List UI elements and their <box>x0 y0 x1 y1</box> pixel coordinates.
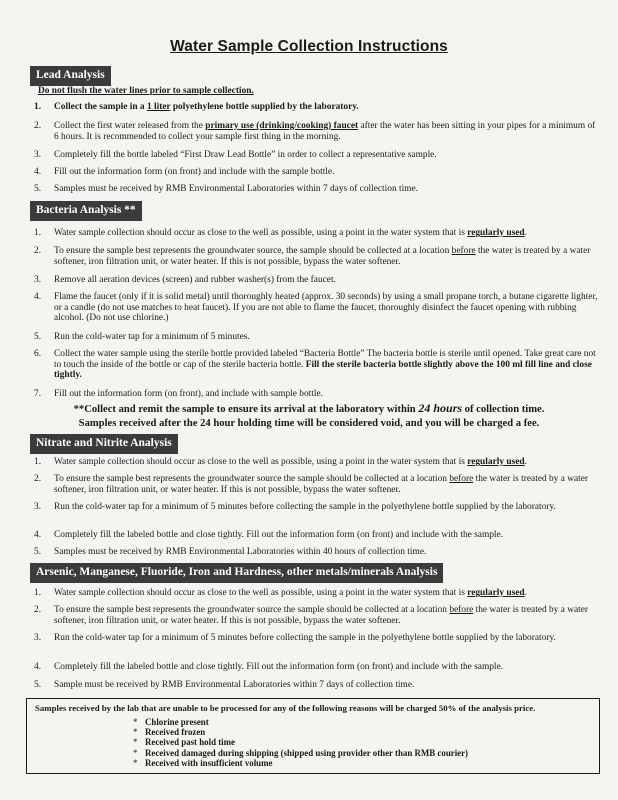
metals-step-5: 5. Sample must be received by RMB Environmental Laboratories within 7 days of collection time. <box>34 680 415 690</box>
bacteria-step-7: 7. Fill out the information form (on front), and include with sample bottle. <box>34 389 323 399</box>
lead-step-4: 4. Fill out the information form (on front) and include with the sample bottle. <box>34 167 335 177</box>
bacteria-step-3: 3. Remove all aeration devices (screen) and rubber washer(s) from the faucet. <box>34 275 336 285</box>
nitrate-step-3: 3. Run the cold-water tap for a minimum of 5 minutes before collecting the sample in the polyethylene bottle supplied by the laboratory. <box>34 502 556 512</box>
bacteria-step-5: 5. Run the cold-water tap for a minimum of 5 minutes. <box>34 332 250 342</box>
notice-reason: * Chlorine present <box>133 717 209 727</box>
notice-reason: * Received damaged during shipping (shipped using provider other than RMB courier) <box>133 747 468 758</box>
notice-reasons-list <box>133 717 468 768</box>
bacteria-remit-notice: **Collect and remit the sample to ensure its arrival at the laboratory within 24 hours of collection time. <box>73 401 545 415</box>
lead-flush-note: Do not flush the water lines prior to sample collection. <box>38 86 254 96</box>
nitrate-step-2: 2. To ensure the sample best represents the groundwater source the sample should be collected at a location before the water is treated by a water softener, iron filtration unit, or water heater. If this is not possible, bypass the water softener. <box>34 474 589 495</box>
bacteria-void-notice: Samples received after the 24 hour holding time will be considered void, and you will be charged a fee. <box>78 418 540 429</box>
bacteria-step-4: 4. Flame the faucet (only if it is solid metal) until thoroughly heated (approx. 30 seconds) by using a small propane torch, a butane cigarette lighter, or a candle (do not use matches to heat faucet). If you are not able to flame the faucet, thoroughly disinfect the faucet opening with rubbing alcohol. (Do not use chlorine.) <box>34 292 598 324</box>
metals-step-2: 2. To ensure the sample best represents the groundwater source the sample should be collected at a location before the water is treated by a water softener, iron filtration unit, or water heater. If this is not possible, bypass the water softener. <box>34 605 589 626</box>
bacteria-step-1: 1. Water sample collection should occur as close to the well as possible, using a point in the water system that is regularly used. <box>34 228 527 238</box>
nitrate-step-4: 4. Completely fill the labeled bottle and close tightly. Fill out the information form (on front) and include with the sample. <box>34 530 504 540</box>
metals-step-4: 4. Completely fill the labeled bottle and close tightly. Fill out the information form (on front) and include with the sample. <box>34 662 504 672</box>
section-header-nitrate: Nitrate and Nitrite Analysis <box>30 434 178 454</box>
section-header-metals: Arsenic, Manganese, Fluoride, Iron and Hardness, other metals/minerals Analysis <box>30 563 443 583</box>
processing-charge-notice <box>26 698 600 774</box>
lead-step-5: 5. Samples must be received by RMB Environmental Laboratories within 7 days of collection time. <box>34 184 418 194</box>
bacteria-step-6: 6. Collect the water sample using the sterile bottle provided labeled “Bacteria Bottle” The bacteria bottle is sterile until opened. Take great care not to touch the inside of the bottle or cap of the sterile bacteria bottle. Fill the sterile bacteria bottle slightly above the 100 ml fill line and close tightly. <box>34 349 596 381</box>
metals-step-3: 3. Run the cold-water tap for a minimum of 5 minutes before collecting the sample in the polyethylene bottle supplied by the laboratory. <box>34 633 556 643</box>
notice-reason: * Received with insufficient volume <box>133 757 273 768</box>
metals-step-1: 1. Water sample collection should occur as close to the well as possible, using a point in the water system that is regularly used. <box>34 588 527 598</box>
nitrate-step-1: 1. Water sample collection should occur as close to the well as possible, using a point in the water system that is regularly used. <box>34 457 527 467</box>
notice-heading: Samples received by the lab that are unable to be processed for any of the following reasons will be charged 50% of the analysis price. <box>35 703 536 713</box>
notice-reason: * Received frozen <box>133 727 206 738</box>
notice-reason: * Received past hold time <box>133 737 235 748</box>
page-title: Water Sample Collection Instructions <box>170 38 448 55</box>
lead-step-2: 2. Collect the first water released from the primary use (drinking/cooking) faucet after the water has been sitting in your pipes for a minimum of 6 hours. It is recommended to collect your sample first thing in the morning. <box>34 121 596 142</box>
bacteria-step-2: 2. To ensure the sample best represents the groundwater source, the sample should be collected at a location before the water is treated by a water softener, iron filtration unit, or water heater. If this is not possible, bypass the water softener. <box>34 246 591 267</box>
lead-step-1: 1. Collect the sample in a 1 liter polyethylene bottle supplied by the laboratory. <box>34 102 359 112</box>
nitrate-step-5: 5. Samples must be received by RMB Environmental Laboratories within 40 hours of collection time. <box>34 547 427 557</box>
lead-step-3: 3. Completely fill the bottle labeled “First Draw Lead Bottle” in order to collect a representative sample. <box>34 150 437 160</box>
section-header-bacteria: Bacteria Analysis ** <box>30 201 142 221</box>
section-header-lead: Lead Analysis <box>30 66 111 86</box>
